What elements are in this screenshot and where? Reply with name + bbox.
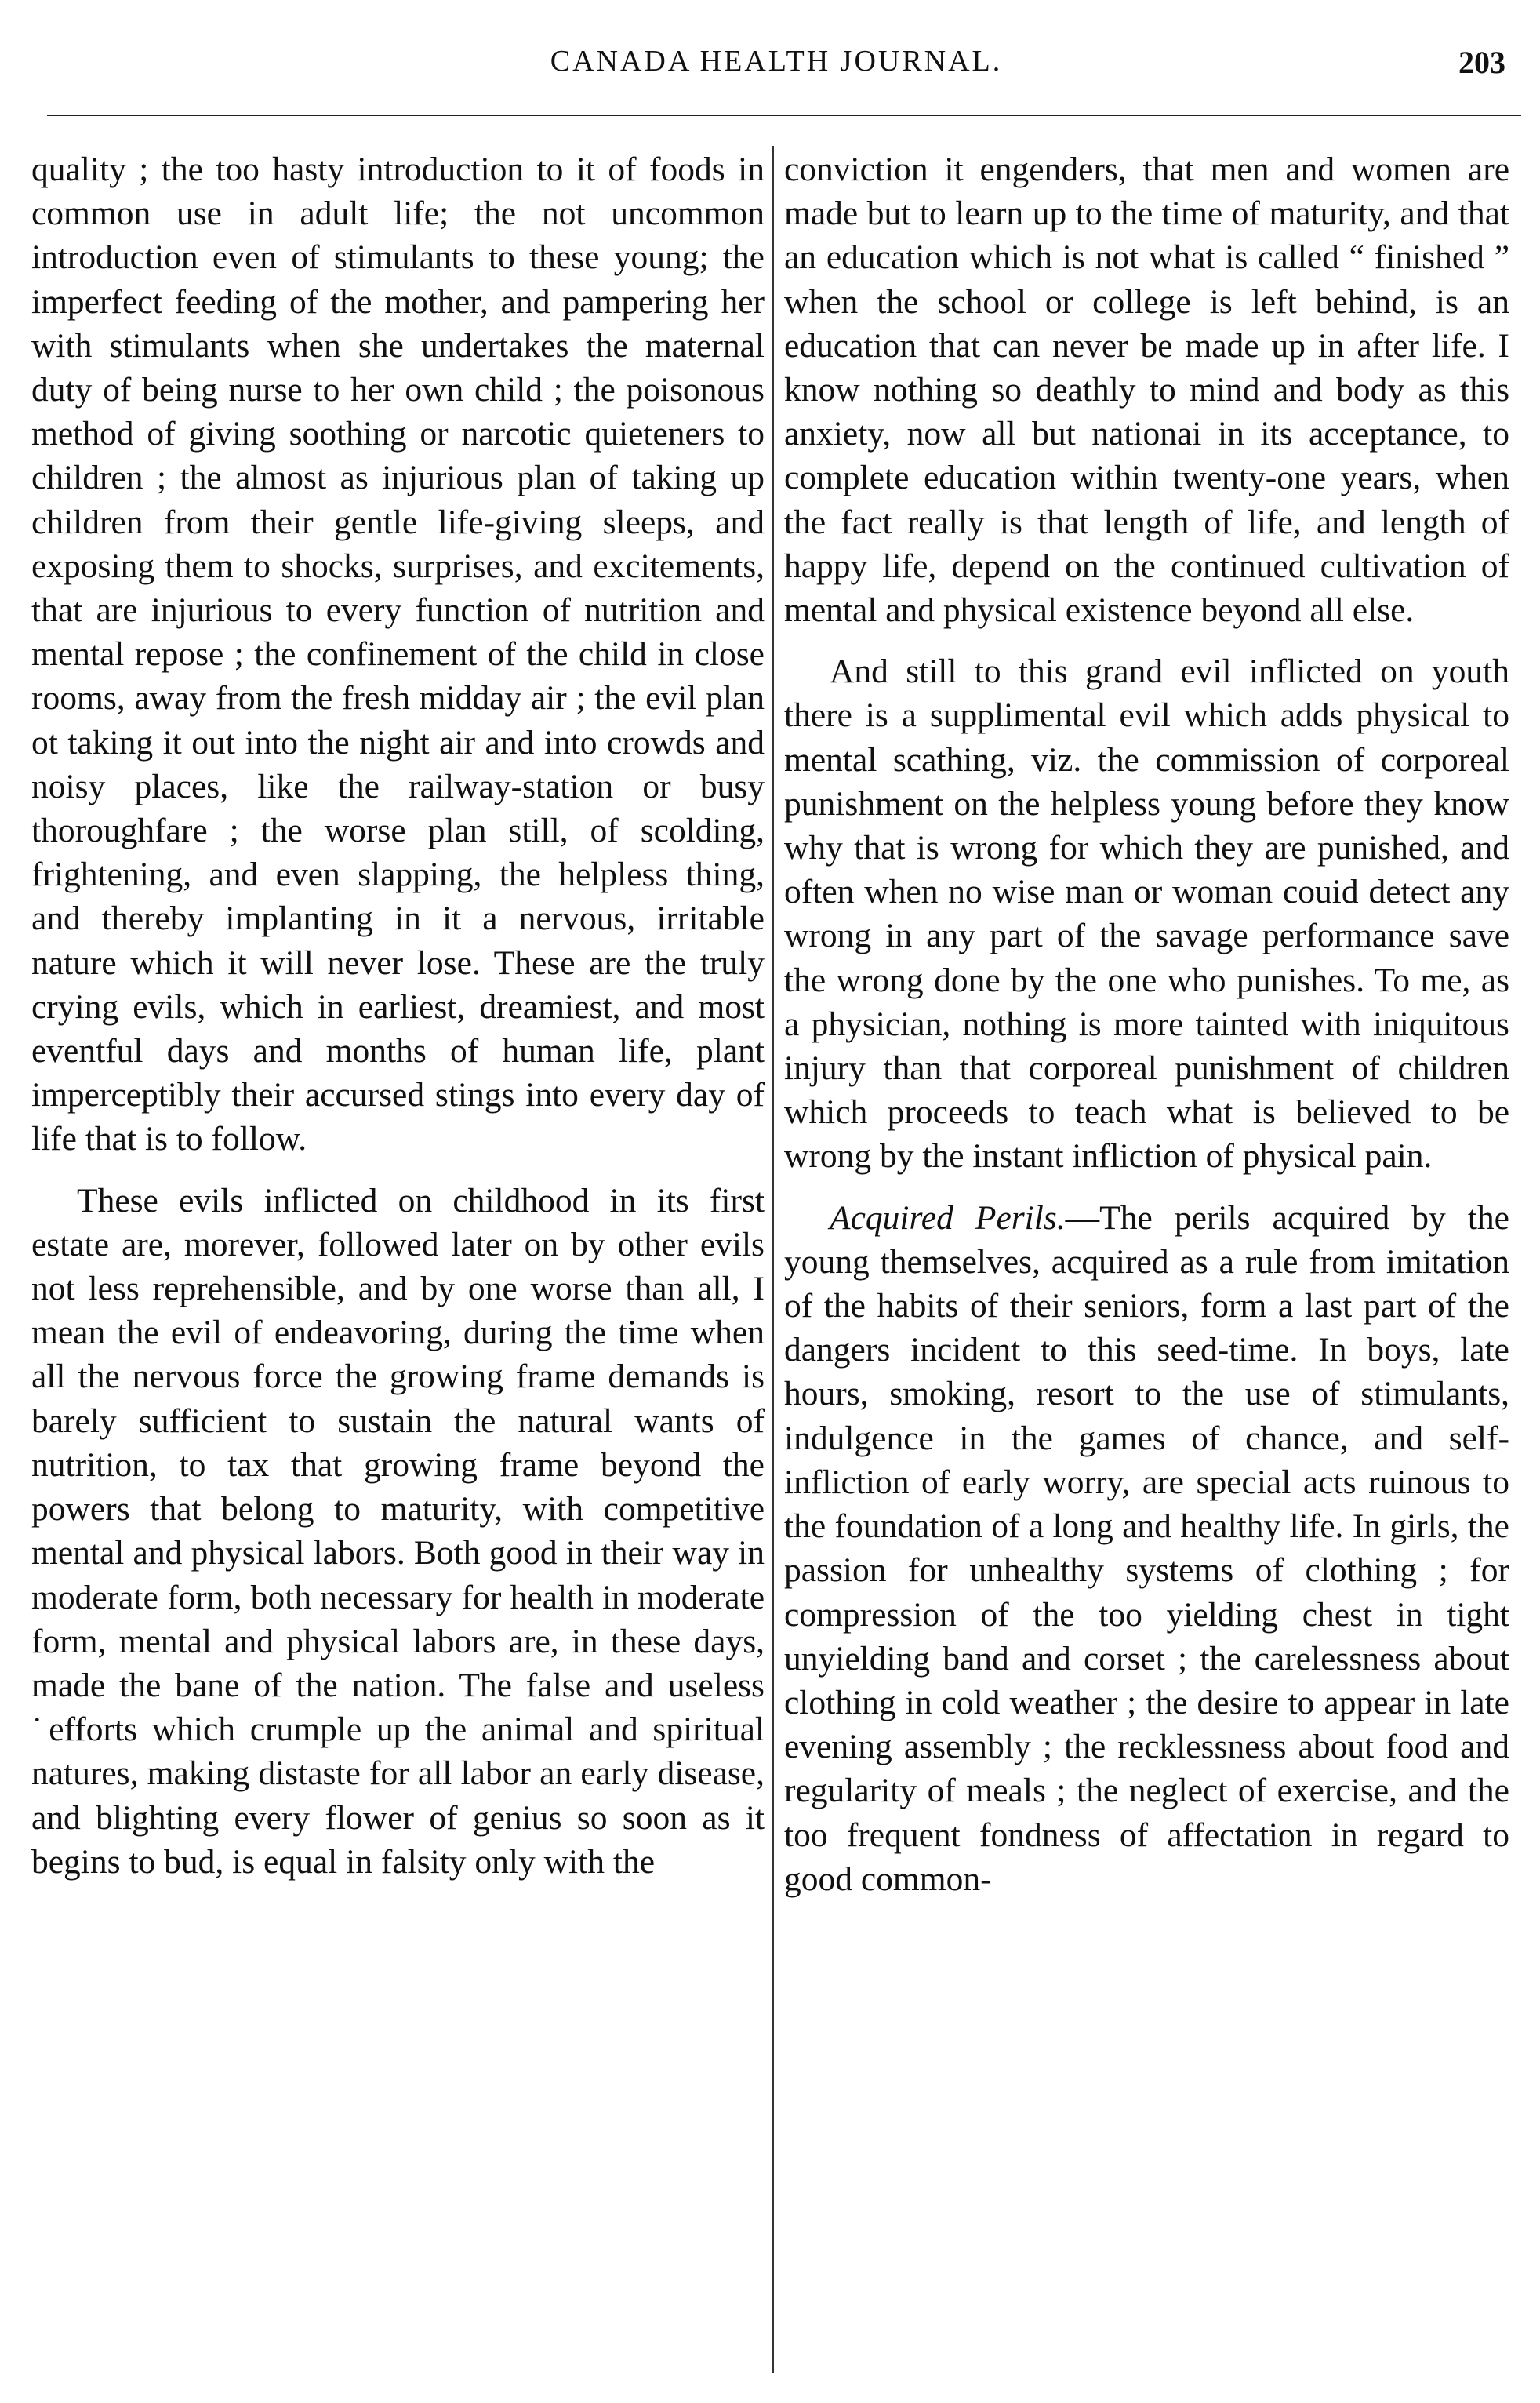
- column-divider: [772, 146, 774, 2373]
- paragraph: quality ; the too hasty introduction to it of foods in common use in adult life; the not uncommon introduction even of stimulants to these young; the imperfect feeding of the mother, and pampering her with stimulants when she undertakes the maternal duty of being nurse to her own child ; the poisonous method of giving soothing or narcotic quieteners to children ; the almost as injurious plan of taking up children from their gentle life-giving sleeps, and exposing them to shocks, surprises, and excitements, that are injurious to every function of nutrition and mental repose ; the confinement of the child in close rooms, away from the fresh midday air ; the evil plan ot taking it out into the night air and into crowds and noisy places, like the railway-station or busy thoroughfare ; the worse plan still, of scolding, frightening, and even slapping, the helpless thing, and thereby implanting in it a nervous, irritable nature which it will never lose. These are the truly crying evils, which in earliest, dreamiest, and most eventful days and months of human life, plant imperceptibly their accursed stings into every day of life that is to follow.: [31, 151, 765, 1158]
- running-title: CANADA HEALTH JOURNAL.: [550, 45, 1003, 78]
- paragraph: These evils inflicted on childhood in its first estate are, morever, followed later on by other evils not less reprehensible, and by one worse than all, I mean the evil of endeavoring, during the time when all the nervous force the growing frame demands is barely sufficient to sustain the natural wants of nutrition, to tax that growing frame beyond the powers that belong to maturity, with competitive mental and physical labors. Both good in their way in moderate form, both necessary for health in moderate form, mental and physical labors are, in these days, made the bane of the nation. The false and useless ˙efforts which crumple up the animal and spiritual natures, making distaste for all labor an early disease, and blighting every flower of genius so soon as it begins to bud, is equal in falsity only with the: [31, 1181, 765, 1881]
- paragraph: [784, 1196, 1509, 1901]
- paragraph: And still to this grand evil inflicted on youth there is a supplimental evil which adds physical to mental scathing, viz. the commission of corporeal punishment on the helpless young before they know why that is wrong for which they are punished, and often when no wise man or woman couid detect any wrong in any part of the savage performance save the wrong done by the one who punishes. To me, as a physician, nothing is more tainted with iniquitous injury than that corporeal punishment of children which proceeds to teach what is believed to be wrong by the instant infliction of physical pain.: [784, 653, 1509, 1176]
- header-rule: [47, 115, 1521, 116]
- right-column: [784, 147, 1509, 1901]
- paragraph-text: —The perils acquired by the young themselves, acquired as a rule from imitation of the habits of their seniors, form a last part of the dangers incident to this seed-time. In boys, late hours, smoking, resort to the use of stimulants, indulgence in the games of chance, and self-infliction of early worry, are special acts ruinous to the foundation of a long and healthy life. In girls, the passion for unhealthy systems of clothing ; for compression of the too yielding chest in tight unyielding band and corset ; the carelessness about clothing in cold weather ; the desire to appear in late evening assembly ; the recklessness about food and regularity of meals ; the neglect of exercise, and the too frequent fondness of affectation in regard to good common-: [784, 1198, 1509, 1898]
- left-column: [31, 147, 765, 1884]
- paragraph: conviction it engenders, that men and women are made but to learn up to the time of maturity, and that an education which is not what is called “ finished ” when the school or college is left behind, is an education that can never be made up in after life. I know nothing so deathly to mind and body as this anxiety, now all but nationai in its acceptance, to complete education within twenty-one years, when the fact really is that length of life, and length of happy life, depend on the continued cultivation of mental and physical existence beyond all else.: [784, 151, 1509, 630]
- page-number: 203: [1458, 45, 1505, 80]
- section-heading: Acquired Perils.: [830, 1198, 1066, 1237]
- page-header: [47, 44, 1505, 107]
